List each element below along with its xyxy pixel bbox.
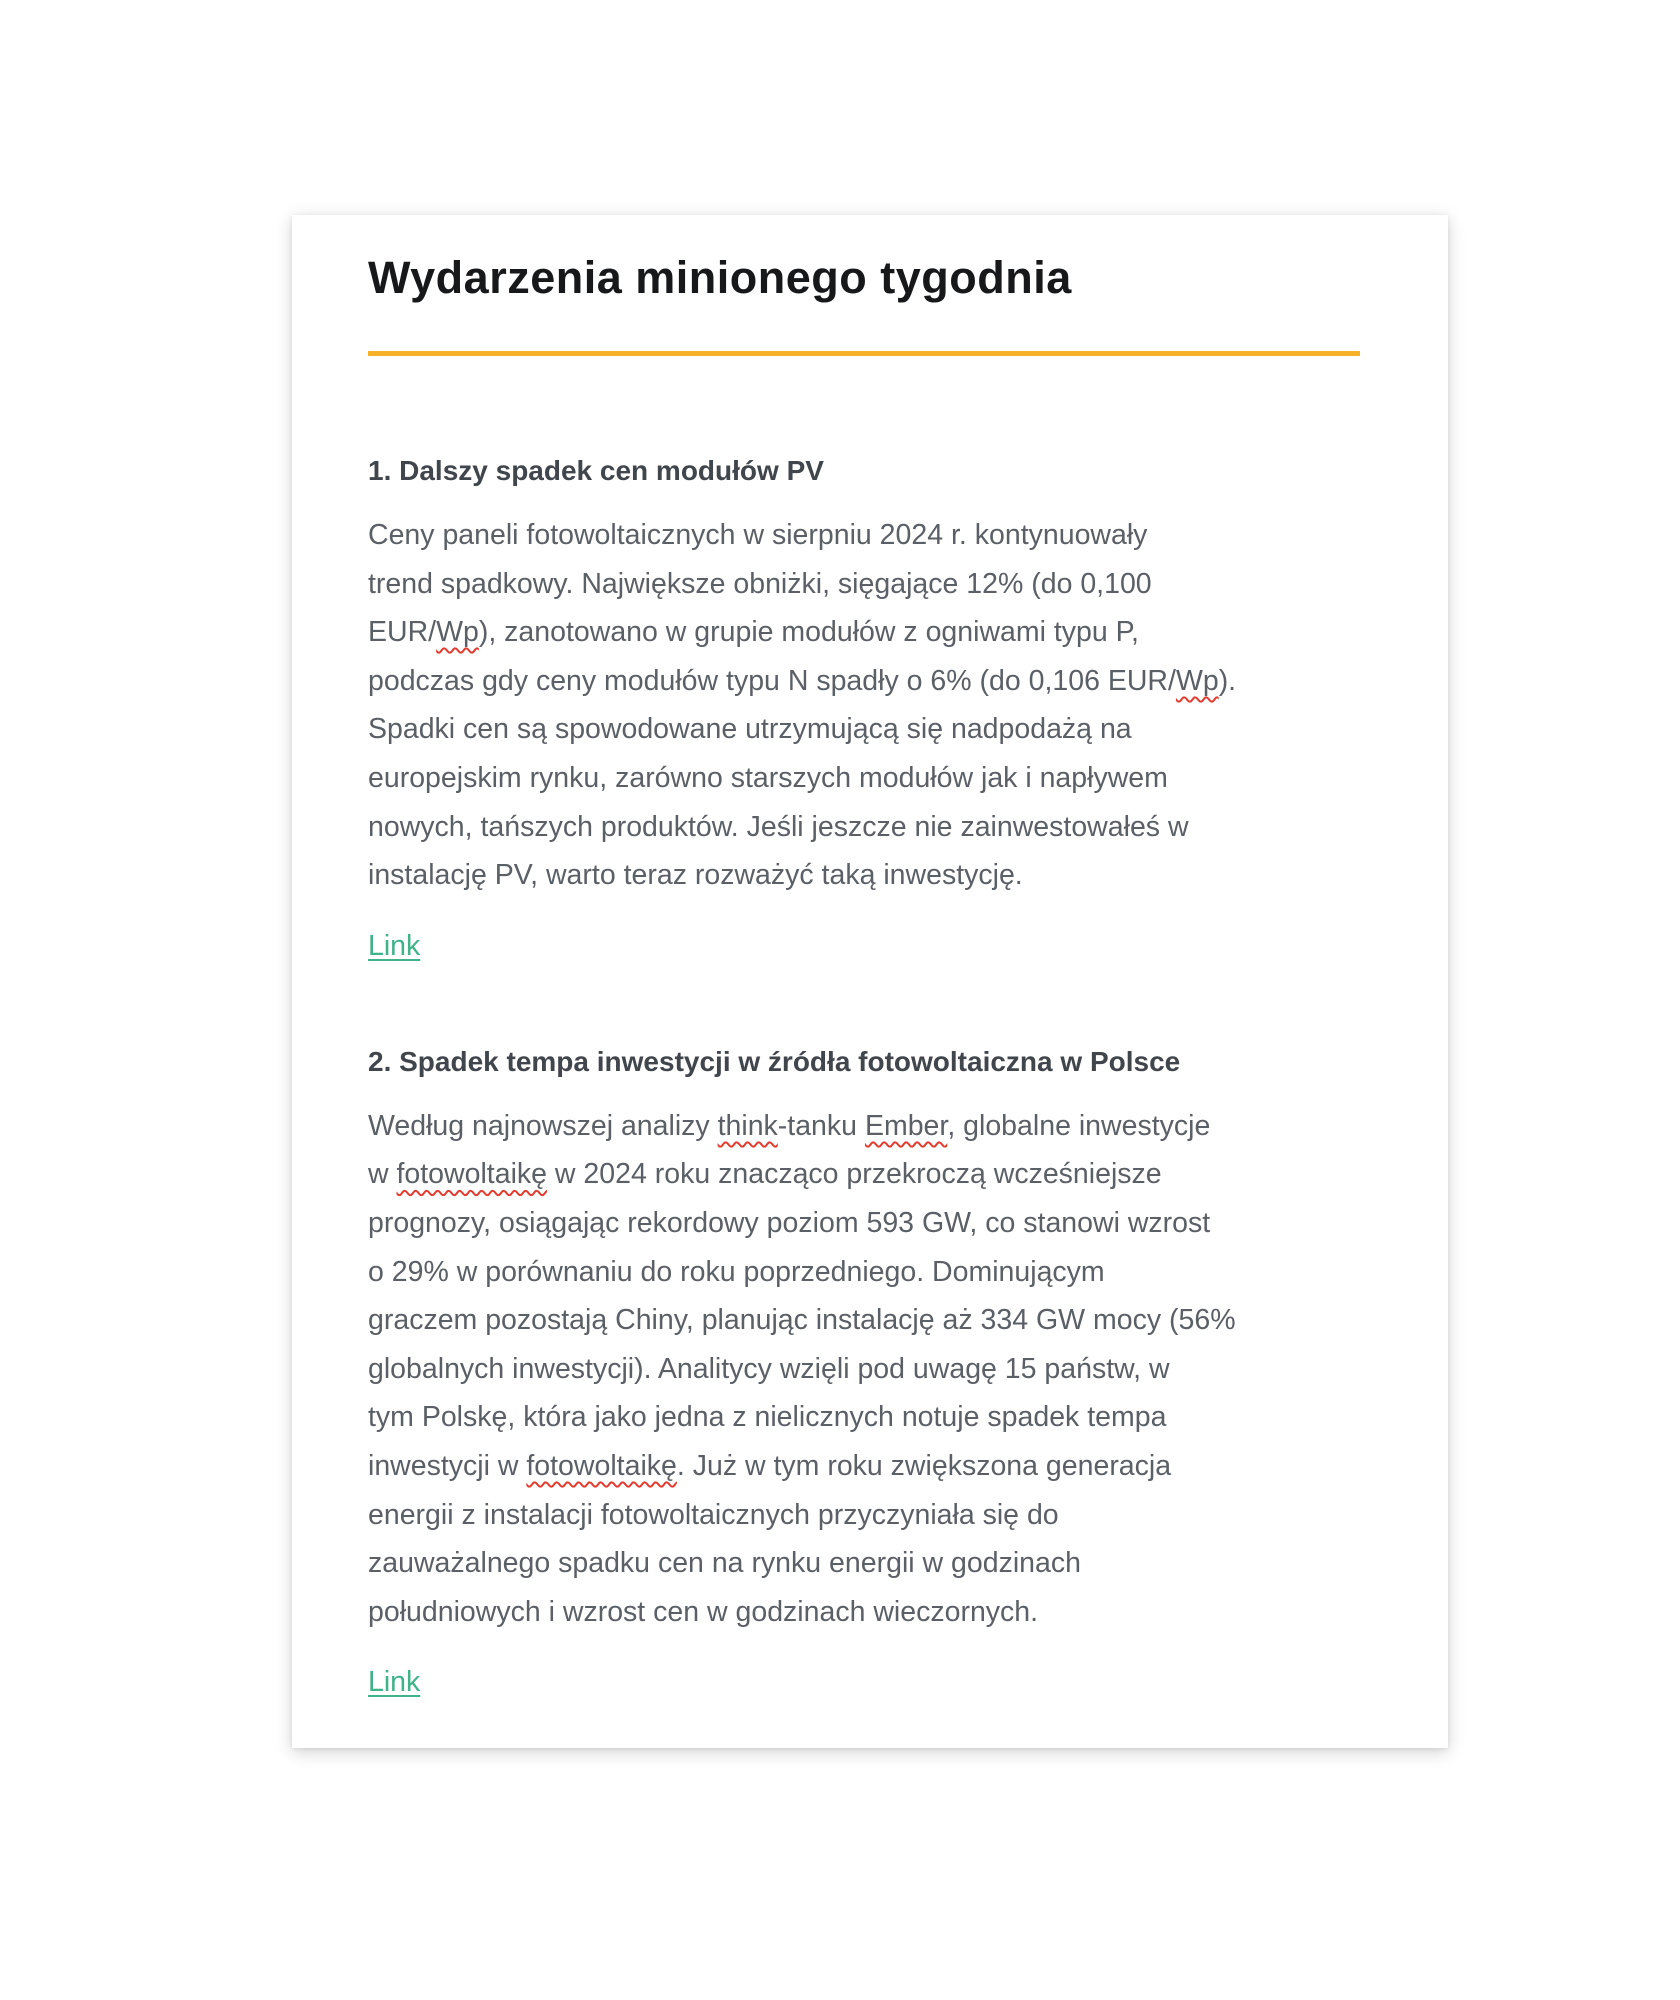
- orange-divider: [368, 351, 1360, 356]
- text-segment: nowych, tańszych produktów. Jeśli jeszcze nie zainwestowałeś w: [368, 810, 1189, 843]
- news-section-2: [368, 1044, 1372, 1703]
- text-segment: energii z instalacji fotowoltaicznych przyczyniała się do: [368, 1498, 1059, 1531]
- text-segment: Spadki cen są spowodowane utrzymującą się nadpodażą na: [368, 713, 1132, 746]
- section-1-paragraph: [368, 511, 1372, 900]
- text-segment: trend spadkowy. Największe obniżki, sięgające 12% (do 0,100: [368, 567, 1152, 600]
- text-segment: graczem pozostają Chiny, planując instalację aż 334 GW mocy (56%: [368, 1304, 1236, 1337]
- spellcheck-flagged-word: fotowoltaikę: [526, 1449, 677, 1482]
- section-2-heading: 2. Spadek tempa inwestycji w źródła fotowoltaiczna w Polsce: [368, 1045, 1181, 1077]
- spellcheck-flagged-word: Wp: [1175, 664, 1219, 697]
- text-segment: instalację PV, warto teraz rozważyć taką inwestycję.: [368, 859, 1023, 892]
- news-section-1: [368, 453, 1372, 966]
- text-segment: południowych i wzrost cen w godzinach wieczornych.: [368, 1595, 1039, 1628]
- spellcheck-flagged-word: Wp: [436, 616, 479, 649]
- content-card: [292, 215, 1448, 1748]
- text-segment: Według najnowszej analizy: [368, 1109, 718, 1142]
- text-segment: globalnych inwestycji). Analitycy wzięli pod uwagę 15 państw, w: [368, 1352, 1170, 1385]
- page-title: Wydarzenia minionego tygodnia: [368, 252, 1072, 303]
- text-segment: Ceny paneli fotowoltaicznych w sierpniu 2024 r. kontynuowały: [368, 519, 1148, 551]
- text-segment: o 29% w porównaniu do roku poprzedniego. Dominującym: [368, 1255, 1105, 1288]
- text-segment: . Już w tym roku zwiększona generacja: [676, 1449, 1172, 1482]
- section-1-heading: 1. Dalszy spadek cen modułów PV: [368, 455, 824, 486]
- section-1-link[interactable]: Link: [368, 929, 421, 962]
- section-2-paragraph: [368, 1102, 1372, 1637]
- spellcheck-flagged-word: think: [717, 1109, 778, 1142]
- text-segment: zauważalnego spadku cen na rynku energii w godzinach: [368, 1547, 1081, 1580]
- text-segment: -tanku: [777, 1109, 865, 1142]
- text-segment: , globalne inwestycje: [947, 1109, 1211, 1142]
- spellcheck-flagged-word: Ember: [864, 1109, 948, 1142]
- text-segment: w: [368, 1158, 397, 1191]
- text-segment: tym Polskę, która jako jedna z nielicznych notuje spadek tempa: [368, 1401, 1167, 1434]
- text-segment: prognozy, osiągając rekordowy poziom 593 GW, co stanowi wzrost: [368, 1206, 1211, 1239]
- text-segment: inwestycji w: [368, 1449, 527, 1482]
- section-2-link-row: [368, 1662, 1372, 1702]
- text-segment: podczas gdy ceny modułów typu N spadły o 6% (do 0,106 EUR/: [368, 664, 1176, 697]
- text-segment: w 2024 roku znacząco przekroczą wcześniejsze: [547, 1158, 1162, 1191]
- text-segment: EUR/: [368, 616, 437, 649]
- text-segment: ).: [1218, 664, 1237, 697]
- section-1-link-row: [368, 926, 1372, 966]
- section-2-link[interactable]: Link: [368, 1666, 421, 1699]
- spellcheck-flagged-word: fotowoltaikę: [396, 1158, 548, 1191]
- text-segment: ), zanotowano w grupie modułów z ogniwami typu P,: [478, 616, 1139, 649]
- text-segment: europejskim rynku, zarówno starszych modułów jak i napływem: [368, 761, 1168, 794]
